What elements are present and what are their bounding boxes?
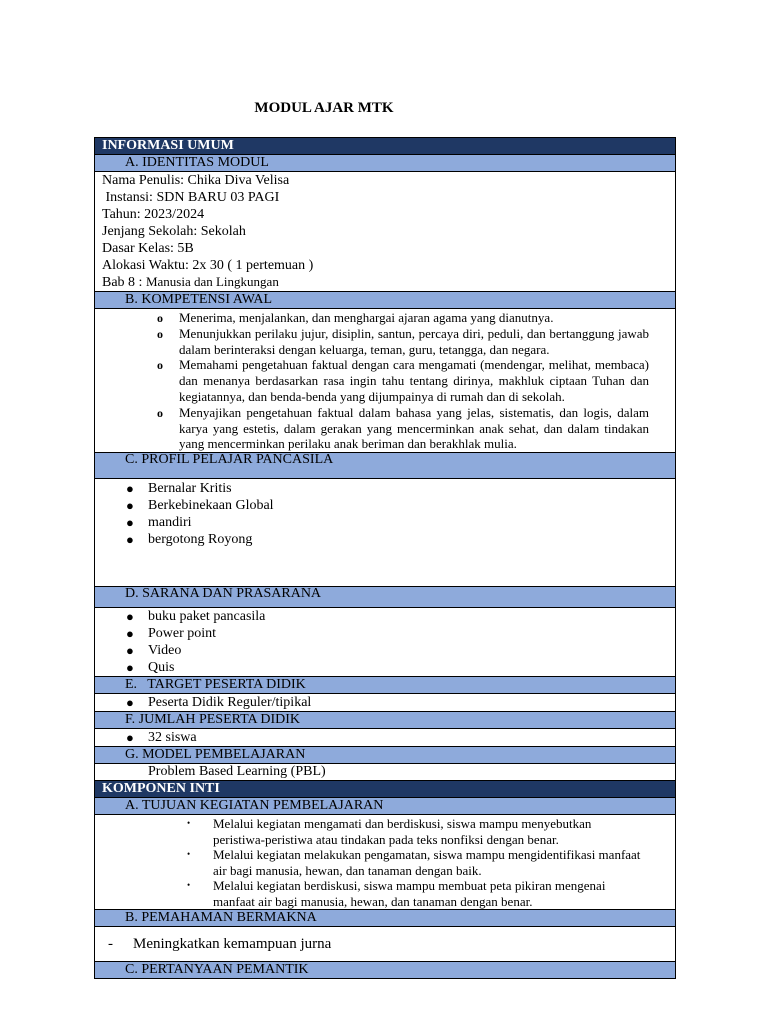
identitas-line: Alokasi Waktu: 2x 30 ( 1 pertemuan ) [102,258,314,273]
bullet-o-icon: o [157,311,163,325]
identitas-line: Instansi: SDN BARU 03 PAGI [102,190,280,205]
jumlah-content [95,729,676,747]
bullet-icon: ● [126,643,134,659]
dash-icon: - [108,936,113,953]
bullet-o-icon: o [157,326,163,341]
bullet-o-icon: o [157,405,163,420]
komponen-inti-header: KOMPONEN INTI [95,781,676,798]
kompetensi-item: o Memahami pengetahuan faktual dengan cara mengamati (mendengar, melihat, membaca) dan menanya berdasarkan rasa ingin tahu tentang dirinya, makhluk ciptaan Tuhan dan kegiatannya, dan benda-benda yang dijumpainya di rumah dan di sekolah. [157,357,649,404]
document-title: MODUL AJAR MTK [254,100,394,116]
bab-value: Manusia dan Lingkungan [145,274,279,289]
tujuan-item: • Melalui kegiatan melakukan pengamatan, siswa mampu mengidentifikasi manfaat air bagi manusia, hewan, dan tanaman dengan baik. [187,847,641,878]
sarana-heading: D. SARANA DAN PRASARANA [95,587,676,608]
sarana-content [95,608,676,677]
pemahaman-heading: B. PEMAHAMAN BERMAKNA [95,910,676,927]
bullet-icon: ● [126,626,134,642]
kompetensi-content [95,309,676,453]
modul-table [94,137,676,979]
model-value: Problem Based Learning (PBL) [148,764,326,780]
kompetensi-item: o Menerima, menjalankan, dan menghargai ajaran agama yang dianutnya. [157,310,554,325]
target-heading: E. TARGET PESERTA DIDIK [95,677,676,694]
bullet-icon: ● [126,660,134,676]
bab-label: Bab 8 : [102,275,146,290]
pemahaman-item: - Meningkatkan kemampuan jurna [108,936,332,953]
bullet-icon: ● [126,609,134,625]
profil-item: ● bergotong Royong [126,532,253,548]
bullet-o-icon: o [157,358,163,373]
bullet-small-icon: • [187,849,191,860]
profil-content [95,479,676,587]
pemahaman-content [95,927,676,962]
tujuan-item: • Melalui kegiatan mengamati dan berdiskusi, siswa mampu menyebutkan peristiwa-peristiwa atau tindakan pada teks nonfiksi dengan benar. [187,816,592,847]
target-item: ● Peserta Didik Reguler/tipikal [126,695,312,711]
informasi-umum-header: INFORMASI UMUM [95,138,676,155]
tujuan-content [95,815,676,910]
bullet-small-icon: • [187,880,191,891]
pertanyaan-heading: C. PERTANYAAN PEMANTIK [95,962,676,979]
sarana-item: ● buku paket pancasila [126,609,266,625]
bullet-small-icon: • [187,818,191,829]
model-content [95,764,676,781]
sarana-item: ● Video [126,643,182,659]
identitas-content [95,172,676,292]
profil-item: ● Berkebinekaan Global [126,498,274,514]
jumlah-item: ● 32 siswa [126,730,197,746]
sarana-item: ● Quis [126,660,175,676]
identitas-modul-heading: A. IDENTITAS MODUL [95,155,676,172]
identitas-line: Tahun: 2023/2024 [102,207,205,222]
bullet-icon: ● [126,481,134,497]
identitas-line: Nama Penulis: Chika Diva Velisa [102,173,290,188]
identitas-bab-line [95,274,675,291]
kompetensi-item: o Menunjukkan perilaku jujur, disiplin, santun, percaya diri, peduli, dan bertanggung jawab dalam berinteraksi dengan keluarga, teman, guru, tetangga, dan negara. [157,325,649,357]
profil-item: ● mandiri [126,515,192,531]
model-heading: G. MODEL PEMBELAJARAN [95,747,676,764]
jumlah-heading: F. JUMLAH PESERTA DIDIK [95,712,676,729]
profil-item: ● Bernalar Kritis [126,481,232,497]
target-content [95,694,676,712]
profil-pelajar-heading: C. PROFIL PELAJAR PANCASILA [95,453,676,479]
tujuan-heading: A. TUJUAN KEGIATAN PEMBELAJARAN [95,798,676,815]
bullet-icon: ● [126,515,134,531]
sarana-item: ● Power point [126,626,217,642]
identitas-line: Dasar Kelas: 5B [102,241,194,256]
kompetensi-awal-heading: B. KOMPETENSI AWAL [95,292,676,309]
bullet-icon: ● [126,498,134,514]
bullet-icon: ● [126,695,134,711]
identitas-line: Jenjang Sekolah: Sekolah [102,224,246,239]
kompetensi-item: o Menyajikan pengetahuan faktual dalam bahasa yang jelas, sistematis, dan logis, dalam karya yang estetis, dalam gerakan yang mencerminkan anak sehat, dan dalam tindakan yang mencerminkan perilaku anak beriman dan berakhlak mulia. [157,404,649,452]
bullet-icon: ● [126,532,134,548]
tujuan-item: • Melalui kegiatan berdiskusi, siswa mampu membuat peta pikiran mengenai manfaat air bagi manusia, hewan, dan tanaman dengan benar. [187,878,606,909]
bullet-icon: ● [126,730,134,746]
